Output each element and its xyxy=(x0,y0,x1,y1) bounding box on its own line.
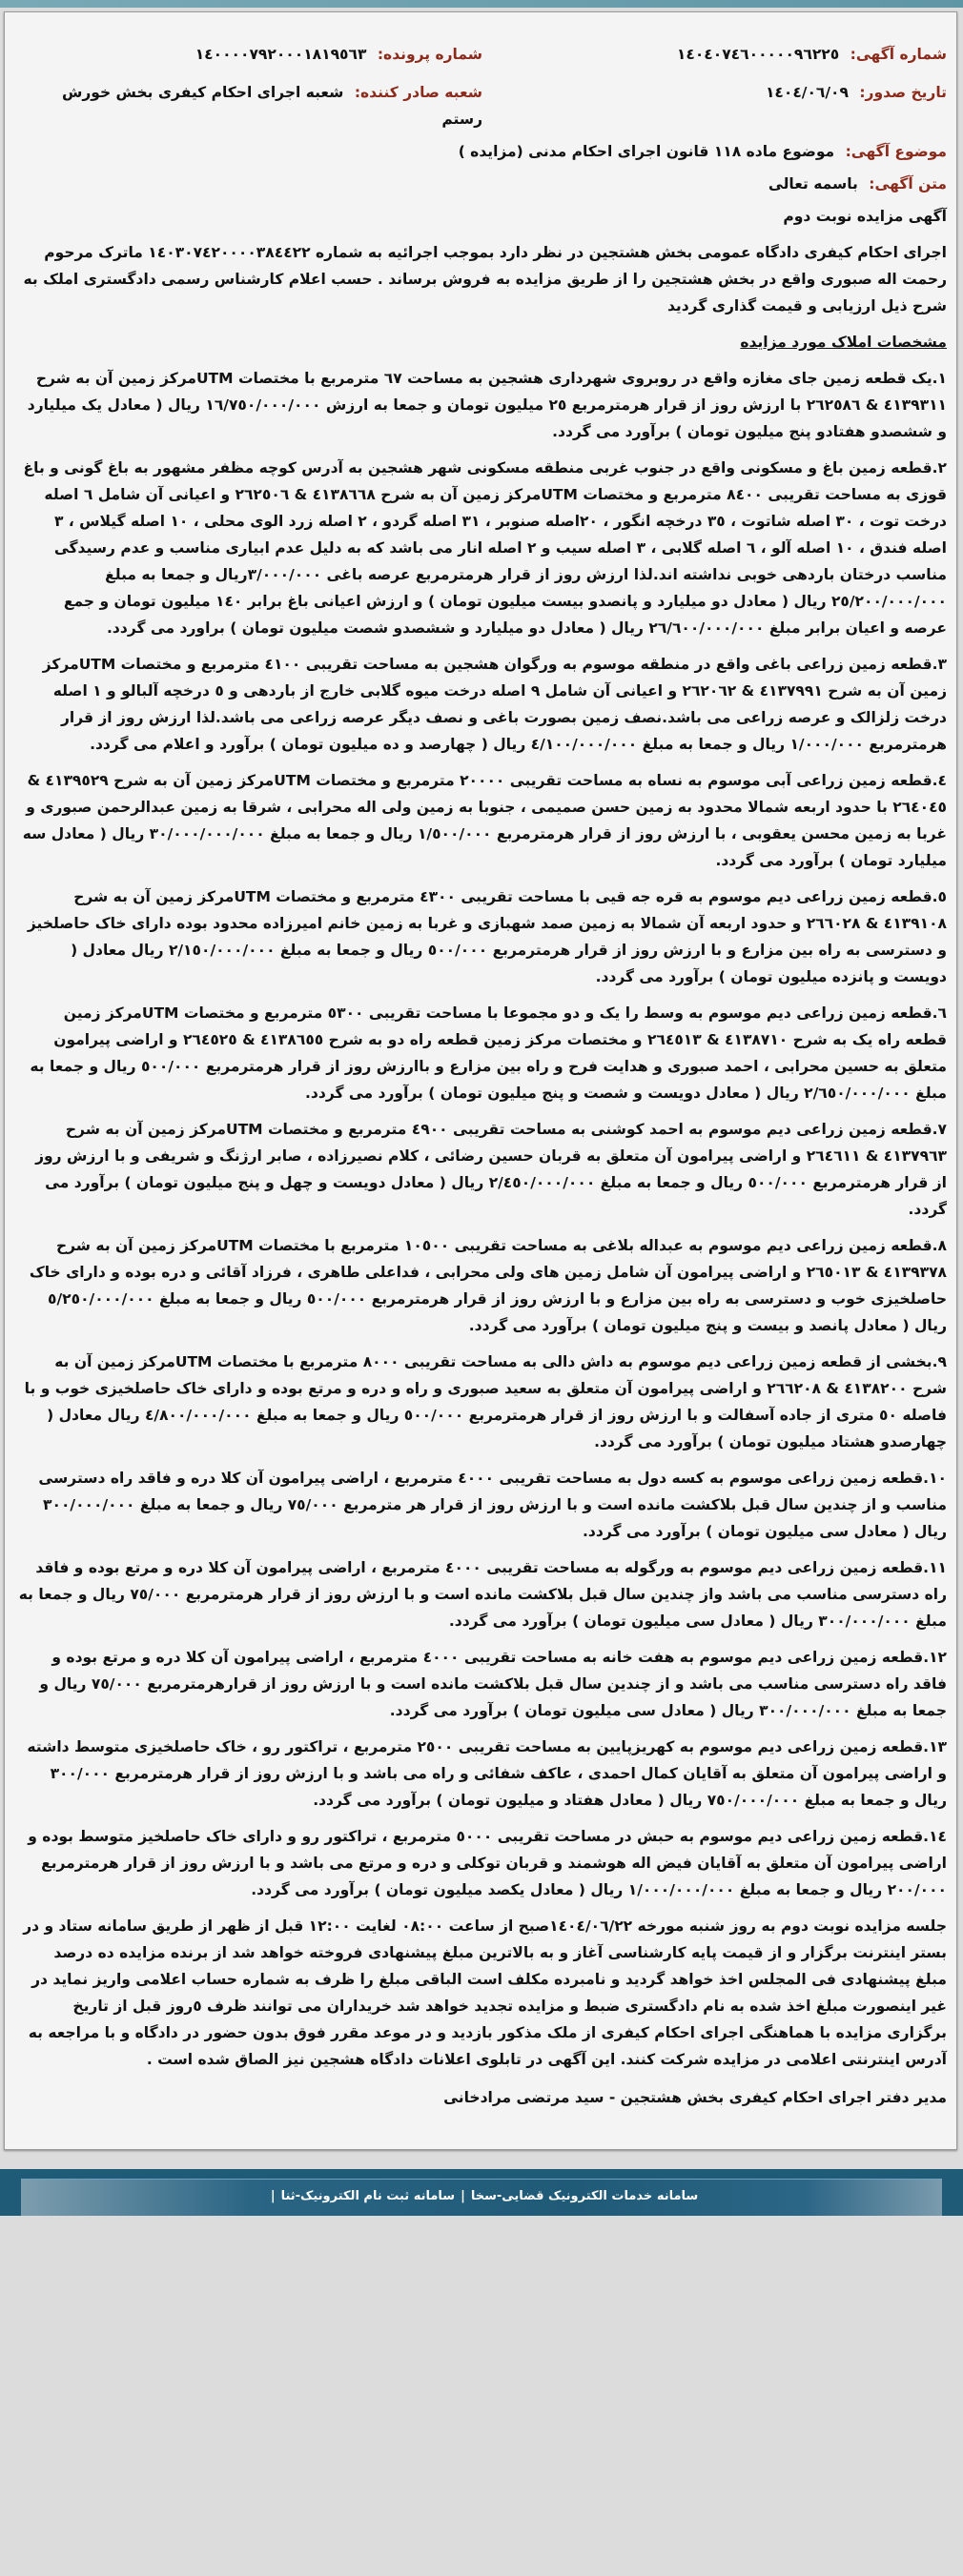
text-intro: باسمه تعالی xyxy=(768,175,858,193)
section-heading: مشخصات املاک مورد مزایده xyxy=(740,334,947,351)
property-item: ٦.قطعه زمین زراعی دیم موسوم به وسط را یک و دو مجموعا با مساحت تقریبی ٥٣٠٠ مترمربع و مختصات UTMمرکز زمین قطعه راه یک به شرح ٤١٣٨٧١٠ & ٢٦٤٥١٣ و مختصات مرکز زمین قطعه راه دو به شرح ٤١٣٨٦٥٥ & ٢٦٤٥٢٥ و اراضی پیرامون متعلق به حسین محرابی ، احمد صبوری و هدایت فرح و راه بین مزارع و باارزش روز از قرار هرمترمربع ٥٠٠/٠٠٠ ریال و جمعا به مبلغ ٢/٦٥٠/٠٠٠/٠٠٠ ریال ( معادل دویست و شصت و پنج میلیون تومان ) برآورد می گردد. xyxy=(30,1004,947,1102)
signature: مدیر دفتر اجرای احکام کیفری بخش هشتجین - سید مرتضی مرادخانی xyxy=(443,2089,947,2106)
text-label: متن آگهی: xyxy=(869,175,947,193)
property-item: ١.یک قطعه زمین جای مغازه واقع در روبروی شهرداری هشجین به مساحت ٦٧ مترمربع با مختصات UTMمرکز زمین آن به شرح ٤١٣٩٣١١ & ٢٦٢٥٨٦ با ارزش روز از قرار هرمترمربع ٢٥ میلیون تومان و جمعا به ارزش ١٦/٧٥٠/٠٠٠/٠٠٠ ریال ( معادل یک میلیارد و ششصدو هفتادو پنج میلیون تومان ) برآورد می گردد. xyxy=(27,370,947,440)
property-item: ٢.قطعه زمین باغ و مسکونی واقع در جنوب غربی منطقه مسکونی شهر هشجین به آدرس کوچه مظفر مشهور به باغ گونی و باغ قوزی به مساحت تقریبی ٨٤٠٠ مترمربع و مختصات UTMمرکز زمین آن به شرح ٤١٣٨٦٦٨ & ٢٦٢٥٠٦ و اعیانی آن شامل ٦ اصله درخت توت ، ٣٠ اصله شاتوت ، ٣٥ درخچه انگور ، ٢٠اصله صنوبر ، ٣١ اصله گردو ، ٢ اصله زرد الوی محلی ، ١٠ اصله گیلاس ، ٣ اصله فندق ، ١٠ اصله آلو ، ٦ اصله گلابی ، ٣ اصله سیب و ٢ اصله انار می باشد که به دلیل عدم ابیاری مناسب و عدم رسیدگی مناسب درختان باردهی خوبی نداشته اند.لذا ارزش روز از قرار هرمترمربع عرصه باغی ٣/٠٠٠/٠٠٠ریال و جمعا به مبلغ ٢٥/٢٠٠/٠٠٠/٠٠٠ ریال ( معادل دو میلیارد و پانصدو بیست میلیون تومان ) و ارزش اعیانی باغ برابر ١٤٠ میلیون تومان و جمع عرصه و اعیان برابر مبلغ ٢٦/٦٠٠/٠٠٠/٠٠٠ ریال ( معادل دو میلیارد و ششصدو شصت میلیون تومان ) براورد می گردد. xyxy=(23,459,947,637)
footer-separator: | xyxy=(461,2189,465,2203)
footer-links xyxy=(21,2179,942,2216)
property-item: ١٢.قطعه زمین زراعی دیم موسوم به هفت خانه به مساحت تقریبی ٤٠٠٠ مترمربع ، اراضی پیرامون آن کلا دره و مرتع بوده و فاقد راه دسترسی مناسب می باشد و از چندین سال قبل بلاکشت مانده است و با ارزش روز از قرارهرمترمربع ٧٥/٠٠٠ ریال و جمعا به مبلغ ٣٠٠/٠٠٠/٠٠٠ ریال ( معادل سی میلیون تومان ) برآورد می گردد. xyxy=(39,1649,947,1719)
intro-paragraph: اجرای احکام کیفری دادگاه عمومی بخش هشتجین در نظر دارد بموجب اجرائیه به شماره ١٤٠٣٠٧٤٢٠٠٠٠٣٨٤٤٢٢ ماترک مرحوم رحمت اله صبوری واقع در بخش هشتجین را از طریق مزایده به فروش برساند . حسب اعلام کارشناس رسمی دادگستری املک به شرح ذیل ارزیابی و قیمت گذاری گردید xyxy=(23,244,947,314)
property-list xyxy=(18,365,947,1903)
notice-title: آگهی مزایده نوبت دوم xyxy=(783,208,947,225)
case-number: ١٤٠٠٠٠٧٩٢٠٠٠١٨١٩٥٦٣ xyxy=(195,46,367,63)
property-item: ١١.قطعه زمین زراعی دیم موسوم به ورگوله به مساحت تقریبی ٤٠٠٠ مترمربع ، اراضی پیرامون آن کلا دره و مرتع بوده و فاقد راه دسترسی مناسب می باشد واز چندین سال قبل بلاکشت مانده است و با ارزش روز از قرار هرمترمربع ٧٥/٠٠٠ ریال و جمعا به مبلغ ٣٠٠/٠٠٠/٠٠٠ ریال ( معادل سی میلیون تومان ) برآورد می گردد. xyxy=(18,1559,947,1630)
page-gap xyxy=(0,2150,963,2169)
case-number-field xyxy=(18,41,482,79)
closing-paragraph: جلسه مزایده نوبت دوم به روز شنبه مورخه ١٤٠٤/٠٦/٢٢صبح از ساعت ٠٨:٠٠ لغایت ١٢:٠٠ قبل از ظهر از طریق سامانه ستاد و در بستر اینترنت برگزار و از قیمت پایه کارشناسی آغاز و به بالاترین مبلغ پیشنهادی فروخته خواهد شد از برنده مزایده ده درصد مبلغ پیشنهادی فی المجلس اخذ خواهد گردید و نامبرده مکلف است الباقی مبلغ را ظرف به شماره حساب اعلامی واریز نماید در غیر اینصورت مبلغ اخذ شده به نام دادگستری ضبط و مزایده تجدید خواهد شد خریداران می توانند ظرف ٥روز قبل از تاریخ برگزاری مزایده با هماهنگی اجرای احکام کیفری از ملک مذکور بازدید و در موعد مقرر فوق بدون حضور در دادگاه و با مراجعه به آدرس اینترنتی اعلامی در مزایده شرکت کنند. این آگهی در تابلوی اعلانات دادگاه هشجین نیز الصاق شده است . xyxy=(23,1917,947,2068)
case-number-label: شماره پرونده: xyxy=(377,46,482,63)
text-row xyxy=(18,171,947,197)
footer xyxy=(0,2169,963,2216)
issuing-branch: شعبه اجرای احکام کیفری بخش خورش رستم xyxy=(61,84,482,128)
top-bar xyxy=(0,0,963,8)
subject-row xyxy=(18,138,947,165)
notice-panel xyxy=(4,11,957,2150)
property-item: ٣.قطعه زمین زراعی باغی واقع در منطقه موسوم به ورگوان هشجین به مساحت تقریبی ٤١٠٠ مترمربع و مختصات UTMمرکز زمین آن به شرح ٤١٣٧٩٩١ & ٢٦٢٠٦٢ و اعیانی آن شامل ٩ اصله درخت میوه گلابی خارج از باردهی و ٥ درخچه آلبالو و ١ اصله درخت زلزالک و عرصه زراعی می باشد.نصف زمین بصورت باغی و نصف دیگر عرصه زراعی می باشد.لذا ارزش روز از قرار هرمترمربع ١/٠٠٠/٠٠٠ ریال و جمعا به مبلغ ٤/١٠٠/٠٠٠/٠٠٠ ریال ( چهارصد و ده میلیون تومان ) برآورد و اعلام می گردد. xyxy=(42,656,947,753)
notice-meta xyxy=(18,12,947,132)
issuing-branch-field xyxy=(18,79,482,132)
issuing-branch-label: شعبه صادر کننده: xyxy=(354,84,482,101)
notice-number: ١٤٠٤٠٧٤٦٠٠٠٠٠٩٦٢٢٥ xyxy=(676,46,840,63)
property-item: ٩.بخشی از قطعه زمین زراعی دیم موسوم به داش دالی به مساحت تقریبی ٨٠٠٠ مترمربع با مختصات UTMمرکز زمین آن به شرح ٤١٣٨٢٠٠ & ٢٦٦٢٠٨ و اراضی پیرامون آن متعلق به سعید صبوری و راه و دره و مرتع بوده و دارای خاک حاصلخیزی خوب و با فاصله ٥٠ متری از جاده آسفالت و با ارزش روز از قرار هرمترمربع ٥٠٠/٠٠٠ ریال و جمعا به مبلغ ٤/٨٠٠/٠٠٠/٠٠٠ ریال معادل ( چهارصدو هشتاد میلیون تومان ) برآورد می گردد. xyxy=(24,1353,947,1450)
property-item: ١٣.قطعه زمین زراعی دیم موسوم به کهریزپایین به مساحت تقریبی ٢٥٠٠ مترمربع ، تراکتور رو ، خاک حاصلخیزی متوسط داشته و اراضی پیرامون آن متعلق به آقایان کمال احمدی ، عاکف شفائی و راه می باشد و با ارزش روز از قرار هرمترمربع ٣٠٠/٠٠٠ ریال و جمعا به مبلغ ٧٥٠/٠٠٠/٠٠٠ ریال ( معادل هفتاد و میلیون تومان ) برآورد می گردد. xyxy=(27,1738,947,1809)
subject: موضوع ماده ١١٨ قانون اجرای احکام مدنی (مزایده ) xyxy=(458,143,835,160)
notice-content xyxy=(18,12,947,2111)
footer-link-sana[interactable]: سامانه ثبت نام الکترونیک-ثنا xyxy=(280,2189,456,2203)
property-item: ٨.قطعه زمین زراعی دیم موسوم به عبداله بلاغی به مساحت تقریبی ١٠٥٠٠ مترمربع با مختصات UTMمرکز زمین آن به شرح ٤١٣٩٣٧٨ & ٢٦٥٠١٣ و اراضی پیرامون آن شامل زمین های ولی محرابی ، فداعلی طاهری ، فرزاد آقائی و دره بوده و دارای خاک حاصلخیزی خوب و دسترسی به راه بین مزارع و با ارزش روز از قرار هرمترمربع ٥٠٠/٠٠٠ ریال و جمعا به مبلغ ٥/٢٥٠/٠٠٠/٠٠٠ ریال ( معادل پانصد و بیست و پنج میلیون تومان ) برآورد می گردد. xyxy=(29,1237,947,1334)
property-item: ١٠.قطعه زمین زراعی موسوم به کسه دول به مساحت تقریبی ٤٠٠٠ مترمربع ، اراضی پیرامون آن کلا دره و فاقد راه دسترسی مناسب و از چندین سال قبل بلاکشت مانده است و با ارزش روز از قرار هر مترمربع ٧٥/٠٠٠ ریال و جمعا به مبلغ ٣٠٠/٠٠٠/٠٠٠ ریال ( معادل سی میلیون تومان ) برآورد می گردد. xyxy=(38,1470,947,1540)
property-item: ٥.قطعه زمین زراعی دیم موسوم به قره جه قیی با مساحت تقریبی ٤٣٠٠ مترمربع و مختصات UTMمرکز زمین آن به شرح ٤١٣٩١٠٨ & ٢٦٦٠٢٨ و حدود اربعه آن شمالا به زمین صمد شهبازی و غربا به زمین خانم امیرزاده محدود بوده دارای خاک حاصلخیز و دسترسی به راه بین مزارع و با ارزش روز از قرار هرمترمربع ٥٠٠/٠٠٠ ریال و جمعا به مبلغ ٢/١٥٠/٠٠٠/٠٠٠ ریال معادل ( دویست و پانزده میلیون تومان ) برآورد می گردد. xyxy=(27,888,947,985)
issue-date-label: تاریخ صدور: xyxy=(859,84,947,101)
notice-number-field xyxy=(482,41,947,79)
subject-label: موضوع آگهی: xyxy=(845,143,947,160)
property-item: ٤.قطعه زمین زراعی آبی موسوم به نساه به مساحت تقریبی ٢٠٠٠٠ مترمربع و مختصات UTMمرکز زمین آن به شرح ٤١٣٩٥٢٩ & ٢٦٤٠٤٥ با حدود اربعه شمالا محدود به زمین حسن صمیمی ، جنوبا به زمین ولی اله محرابی ، شرقا به زمین عبدالرحمن صبوری و غربا به زمین محسن یعقوبی ، با ارزش روز از قرار هرمترمربع ١/٥٠٠/٠٠٠ ریال و جمعا به مبلغ ٣٠/٠٠٠/٠٠٠/٠٠٠ ریال ( معادل سه میلیارد تومان ) برآورد می گردد. xyxy=(22,772,947,869)
footer-separator: | xyxy=(270,2189,276,2203)
footer-link-sakha[interactable]: سامانه خدمات الکترونیک قضایی-سخا xyxy=(470,2189,699,2203)
property-item: ١٤.قطعه زمین زراعی دیم موسوم به حبش در مساحت تقریبی ٥٠٠٠ مترمربع ، تراکتور رو و دارای خاک حاصلخیز متوسط بوده و اراضی پیرامون آن متعلق به آقایان فیض اله هوشمند و قربان توکلی و دره و مرتع می باشد و با ارزش روز از قرار هرمترمربع ٢٠٠/٠٠٠ ریال و جمعا به مبلغ ١/٠٠٠/٠٠٠/٠٠٠ ریال ( معادل یکصد میلیون تومان ) برآورد می گردد. xyxy=(28,1828,947,1898)
issue-date: ١٤٠٤/٠٦/٠٩ xyxy=(765,84,849,101)
notice-number-label: شماره آگهی: xyxy=(850,46,947,63)
issue-date-field xyxy=(482,79,947,132)
property-item: ٧.قطعه زمین زراعی دیم موسوم به احمد کوشنی به مساحت تقریبی ٤٩٠٠ مترمربع و مختصات UTMمرکز زمین آن به شرح ٤١٣٧٩٦٣ & ٢٦٤٦١١ و اراضی پیرامون آن متعلق به قربان حسین رضائی ، کلام نصیرزاده ، صابر ارژنگ و شریفی و با ارزش روز از قرار هرمترمربع ٥٠٠/٠٠٠ ریال و جمعا به مبلغ ٢/٤٥٠/٠٠٠/٠٠٠ ریال ( معادل دویست و چهل و پنج میلیون تومان ) برآورد می گردد. xyxy=(35,1121,947,1218)
